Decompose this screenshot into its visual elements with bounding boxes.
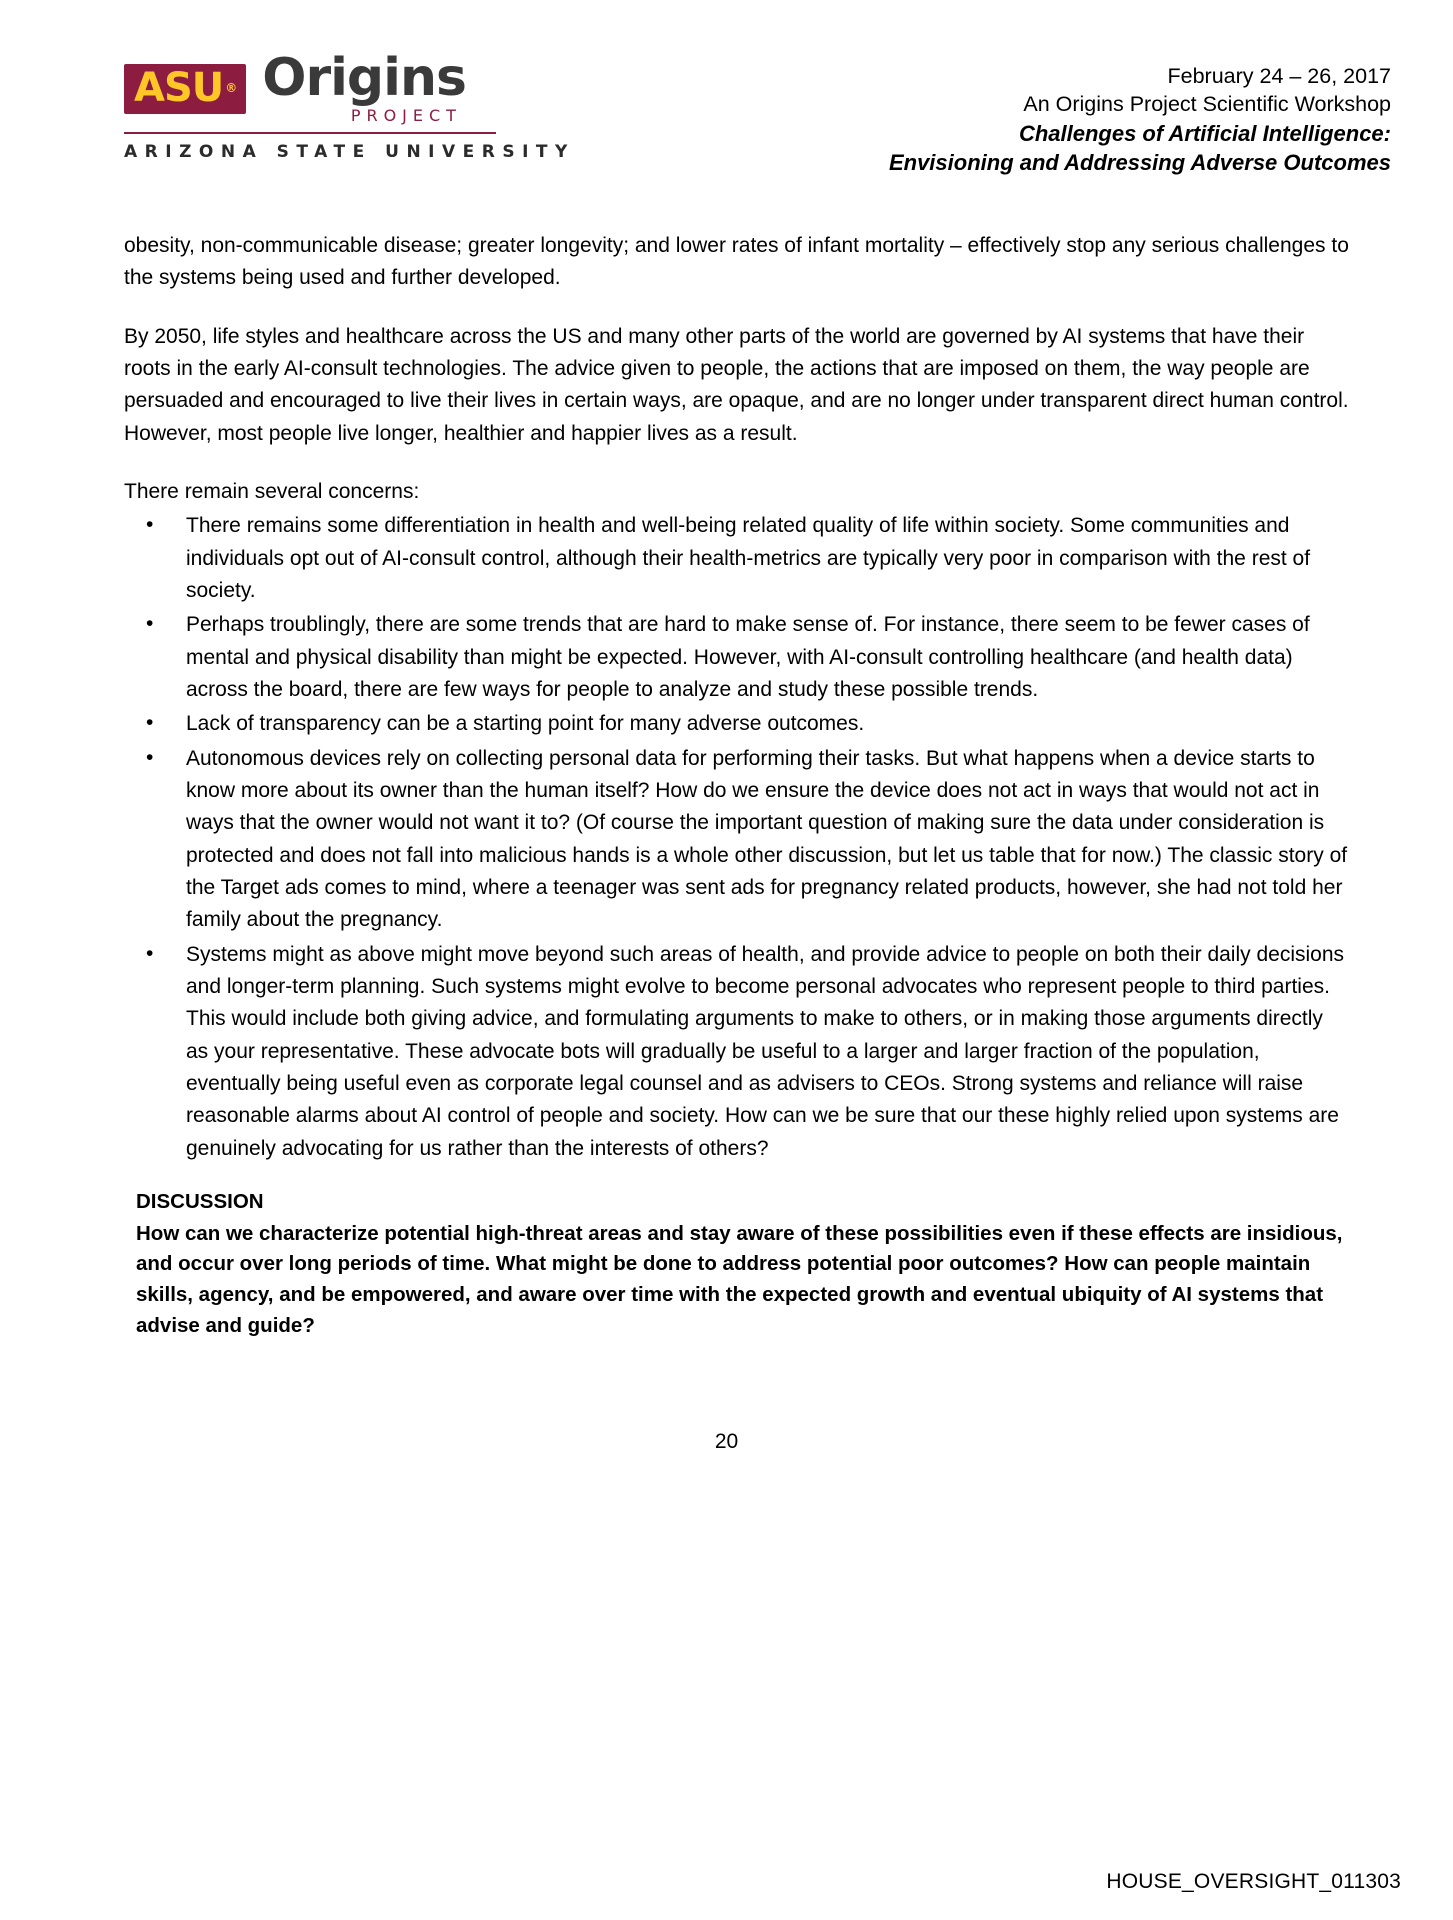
workshop-title-line2: Envisioning and Addressing Adverse Outcomes [888,149,1391,175]
university-name: ARIZONA STATE UNIVERSITY [124,142,575,162]
origins-text: Origins [262,48,466,108]
discussion-section [124,1187,1349,1342]
list-item: • Perhaps troublingly, there are some trends that are hard to make sense of. For instance, there seem to be fewer cases of mental and physical disability than might be expected. However, with AI-consult controlling healthcare (and health data) across the board, there are few ways for people to analyze and study these possible trends. [124,609,1349,706]
logo-divider [124,132,496,134]
list-item: • Lack of transparency can be a starting point for many adverse outcomes. [124,708,1349,740]
paragraph: obesity, non-communicable disease; greater longevity; and lower rates of infant mortality – effectively stop any serious challenges to the systems being used and further developed. [124,234,1349,290]
list-item: • Autonomous devices rely on collecting personal data for performing their tasks. But what happens when a device starts to know more about its owner than the human itself? How do we ensure the device does not act in ways that would not act in ways that the owner would not want it to? (Of course the important question of making sure the data under consideration is protected and does not fall into malicious hands is a whole other discussion, but let us table that for now.) The classic story of the Target ads comes to mind, where a teenager was sent ads for pregnancy related products, however, she had not told her family about the pregnancy. [124,743,1349,937]
page-header [0,0,1453,202]
project-text: PROJECT [350,106,462,125]
concerns-lead-in: There remain several concerns: [124,479,420,503]
discussion-heading: DISCUSSION [136,1189,264,1213]
workshop-subtitle: An Origins Project Scientific Workshop [1023,92,1391,117]
origins-wordmark [246,48,466,125]
asu-logo-text: ASU [134,64,224,111]
paragraph: By 2050, life styles and healthcare across the US and many other parts of the world are governed by AI systems that have their roots in the early AI-consult technologies. The advice given to people, the actions that are imposed on them, the way people are persuaded and encouraged to live their lives in certain ways, are opaque, and are no longer under transparent direct human control. However, most people live longer, healthier and happier lives as a result. [124,324,1349,445]
list-item: • There remains some differentiation in health and well-being related quality of life within society. Some communities and individuals opt out of AI-consult control, although their health-metrics are typically very poor in comparison with the rest of society. [124,510,1349,607]
asu-origins-logo [124,48,575,162]
asu-logo-icon [124,64,246,114]
workshop-title-line1: Challenges of Artificial Intelligence: [1018,120,1391,146]
workshop-dates: February 24 – 26, 2017 [1167,64,1391,88]
bates-number: HOUSE_OVERSIGHT_011303 [1106,1870,1401,1893]
document-body [0,202,1453,1342]
list-item: • Systems might as above might move beyond such areas of health, and provide advice to people on both their daily decisions and longer-term planning. Such systems might evolve to become personal advocates who represent people to third parties. This would include both giving advice, and formulating arguments to make to others, or in making those arguments directly as your representative. These advocate bots will gradually be useful to a larger and larger fraction of the population, eventually being useful even as corporate legal counsel and as advisers to CEOs. Strong systems and reliance will raise reasonable alarms about AI control of people and society. How can we be sure that our these highly relied upon systems are genuinely advocating for us rather than the interests of others? [124,939,1349,1165]
workshop-info [889,52,1391,177]
registered-trademark-icon: ® [225,80,237,95]
logo-row [124,48,466,125]
discussion-text: How can we characterize potential high-threat areas and stay aware of these possibilities even if these effects are insidious, and occur over long periods of time. What might be done to address potential poor outcomes? How can people maintain skills, agency, and be empowered, and aware over time with the expected growth and eventual ubiquity of AI systems that advise and guide? [136,1221,1343,1337]
page-number: 20 [714,1430,739,1453]
concerns-list [124,510,1349,1165]
